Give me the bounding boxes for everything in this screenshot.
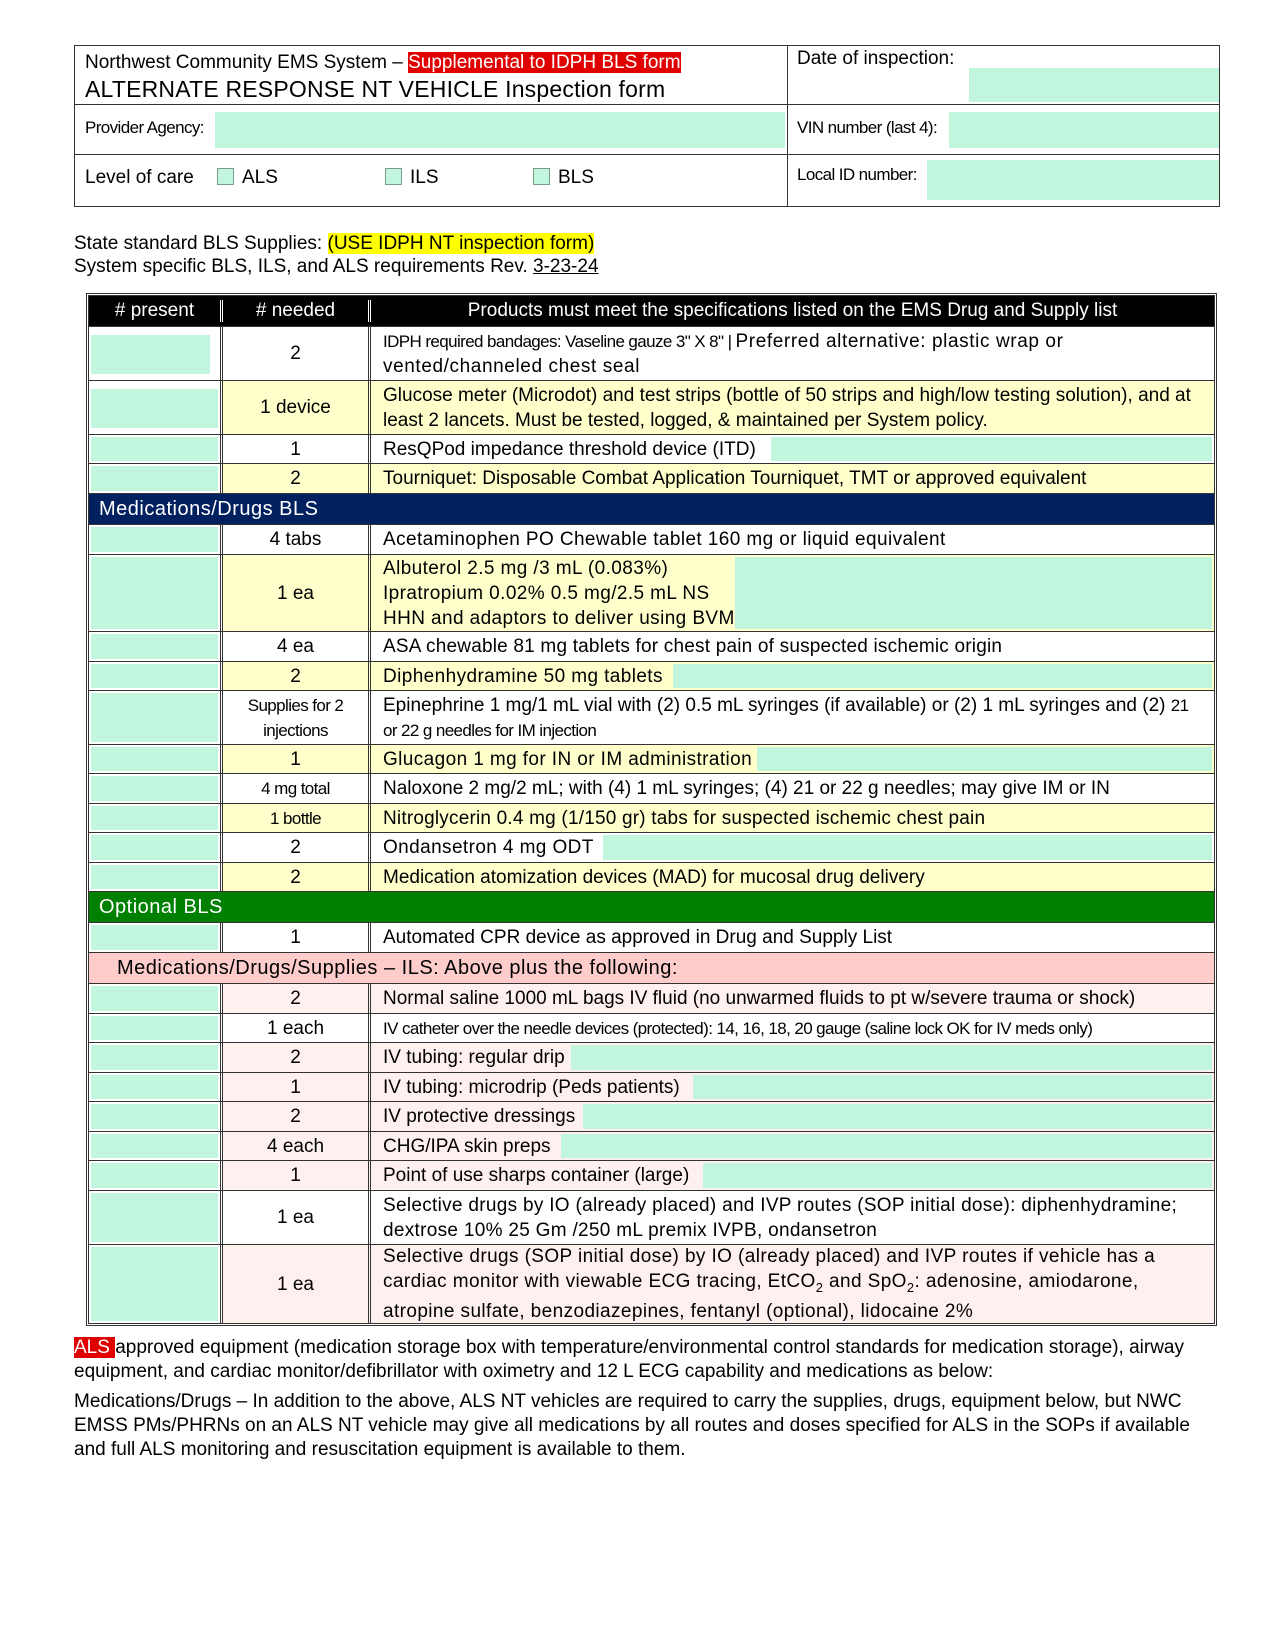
needed-cell: Supplies for 2 injections <box>223 691 371 744</box>
needed-cell: 1 <box>223 1161 371 1190</box>
product-text: Automated CPR device as approved in Drug and Supply List <box>383 927 893 948</box>
table-row <box>89 380 1214 434</box>
header-org <box>85 52 681 74</box>
checkbox[interactable] <box>385 168 402 185</box>
vin-label: VIN number (last 4): <box>797 118 938 137</box>
product-text: ASA chewable 81 mg tablets for chest pain of suspected ischemic origin <box>383 636 1003 657</box>
product-text: Glucose meter (Microdot) and test strips (bottle of 50 strips and high/low testing solution), and at least 2 lancets. Must be tested, logged, & maintained per System policy. <box>383 384 1191 431</box>
table-row <box>89 554 1214 631</box>
divider <box>787 46 788 206</box>
needed-cell: 1 <box>223 1073 371 1101</box>
present-field[interactable] <box>91 1075 218 1099</box>
present-field[interactable] <box>91 557 218 629</box>
checkbox[interactable] <box>217 168 234 185</box>
section-ils: Medications/Drugs/Supplies – ILS: Above plus the following: <box>89 952 1214 983</box>
level-option-ils[interactable] <box>385 167 439 189</box>
date-label: Date of inspection: <box>797 48 955 69</box>
table-row <box>89 744 1214 773</box>
product-cell <box>371 381 1214 434</box>
needed-cell: 2 <box>223 1102 371 1131</box>
product-text: Naloxone 2 mg/2 mL; with (4) 1 mL syringes; (4) 21 or 22 g needles; may give IM or IN <box>383 778 1110 799</box>
present-field[interactable] <box>91 389 218 428</box>
table-row <box>89 1131 1214 1160</box>
product-text <box>383 556 735 631</box>
product-cell <box>371 923 1214 952</box>
product-cell <box>371 435 1214 463</box>
product-text: Tourniquet: Disposable Combat Application Tourniquet, TMT or approved equivalent <box>383 468 1087 489</box>
present-field[interactable] <box>91 1104 218 1129</box>
product-text: Acetaminophen PO Chewable tablet 160 mg or liquid equivalent <box>383 529 946 550</box>
needed-cell: 4 tabs <box>223 525 371 554</box>
table-row <box>89 1190 1214 1244</box>
product-line: Albuterol 2.5 mg /3 mL (0.083%) <box>383 557 669 579</box>
supply-table <box>86 293 1217 1326</box>
table-row <box>89 524 1214 554</box>
product-cell <box>371 1132 1214 1160</box>
product-text: Ondansetron 4 mg ODT <box>383 837 594 858</box>
product-cell <box>371 774 1214 803</box>
product-cell <box>371 833 1214 862</box>
local-id-field[interactable] <box>927 160 1219 200</box>
product-cell <box>371 555 1214 631</box>
product-text: IV catheter over the needle devices (protected): 14, 16, 18, 20 gauge (saline lock OK for IV meds only) <box>383 1018 1093 1038</box>
needed-cell: 1 <box>223 435 371 463</box>
table-row <box>89 1244 1214 1323</box>
needed-cell: 1 <box>223 923 371 952</box>
present-field[interactable] <box>91 865 218 889</box>
present-field[interactable] <box>91 1163 218 1188</box>
checkbox[interactable] <box>533 168 550 185</box>
table-row <box>89 1101 1214 1131</box>
product-cell <box>371 984 1214 1013</box>
product-cell <box>371 1245 1214 1323</box>
level-option-label: ALS <box>242 167 278 188</box>
needed-cell: 1 ea <box>223 1191 371 1244</box>
meds-paragraph: Medications/Drugs – In addition to the above, ALS NT vehicles are required to carry the supplies, drugs, equipment below, but NWC EMSS PMs/PHRNs on an ALS NT vehicle may give all medications by all routes and doses specified for ALS in the SOPs if available and full ALS monitoring and resuscitation equipment is available to them. <box>74 1391 1190 1460</box>
needed-cell: 1 bottle <box>223 804 371 832</box>
product-text-part: Epinephrine 1 mg/1 mL vial with (2) 0.5 mL syringes (if available) or (2) 1 mL syringes and (2) <box>383 694 1171 716</box>
product-cell <box>371 1043 1214 1072</box>
present-field[interactable] <box>91 693 218 742</box>
present-field[interactable] <box>91 437 218 461</box>
local-id-label: Local ID number: <box>797 165 917 184</box>
product-text: Diphenhydramine 50 mg tablets <box>383 665 663 687</box>
product-cell <box>371 632 1214 661</box>
revision-date: 3-23-24 <box>533 256 599 277</box>
org-name: Northwest Community EMS System – <box>85 52 409 73</box>
present-field[interactable] <box>91 925 218 950</box>
needed-cell: 1 device <box>223 381 371 434</box>
present-field[interactable] <box>91 466 218 491</box>
header-table <box>74 45 1220 207</box>
section-bls: Medications/Drugs BLS <box>89 493 1214 524</box>
table-row <box>89 922 1214 952</box>
needed-cell: 4 mg total <box>223 774 371 803</box>
product-line: HHN and adaptors to deliver using BVM <box>383 607 735 629</box>
needed-cell: 2 <box>223 833 371 862</box>
product-text: CHG/IPA skin preps <box>383 1135 551 1157</box>
table-row <box>89 434 1214 463</box>
divider <box>75 104 1219 105</box>
table-row <box>89 690 1214 744</box>
needed-cell: 1 ea <box>223 1245 371 1323</box>
present-field[interactable] <box>91 527 218 552</box>
product-line: Ipratropium 0.02% 0.5 mg/2.5 mL NS <box>383 582 710 604</box>
needed-cell: 2 <box>223 1043 371 1072</box>
table-row <box>89 1042 1214 1072</box>
product-text: Nitroglycerin 0.4 mg (1/150 gr) tabs for suspected ischemic chest pain <box>383 807 986 829</box>
product-text: Glucagon 1 mg for IN or IM administration <box>383 748 753 770</box>
product-cell <box>371 691 1214 744</box>
needed-cell: 1 <box>223 745 371 773</box>
intro-system <box>74 255 599 279</box>
needed-cell: 4 ea <box>223 632 371 661</box>
product-text: Medication atomization devices (MAD) for mucosal drug delivery <box>383 866 925 888</box>
product-text: IV tubing: microdrip (Peds patients) <box>383 1076 680 1098</box>
section-optional: Optional BLS <box>89 891 1214 922</box>
als-text: approved equipment (medication storage box with temperature/environmental control standards for medication storage), airway equipment, and cardiac monitor/defibrillator with oximetry and 12 L ECG capability and medications as below: <box>74 1337 1184 1382</box>
table-row <box>89 803 1214 832</box>
table-row <box>89 463 1214 493</box>
needed-cell: 2 <box>223 464 371 493</box>
product-text: ResQPod impedance threshold device (ITD) <box>383 438 756 460</box>
col-needed-header: # needed <box>223 300 371 322</box>
product-cell <box>371 745 1214 773</box>
present-field[interactable] <box>91 806 218 830</box>
product-cell <box>371 464 1214 493</box>
present-field[interactable] <box>91 634 218 659</box>
col-products-header: Products must meet the specifications listed on the EMS Drug and Supply list <box>467 300 1118 321</box>
present-field[interactable] <box>91 747 218 771</box>
form-title: ALTERNATE RESPONSE NT VEHICLE Inspection form <box>85 76 666 102</box>
intro-state <box>74 232 594 256</box>
product-cell <box>371 1014 1214 1042</box>
table-row <box>89 983 1214 1013</box>
needed-cell: 2 <box>223 327 371 380</box>
divider <box>75 154 1219 155</box>
table-row <box>89 773 1214 803</box>
product-text: Preferred alternative: plastic wrap or vented/channeled chest seal <box>383 330 1064 377</box>
level-option-label: BLS <box>558 167 594 188</box>
als-paragraph <box>74 1336 1224 1384</box>
subscript: 2 <box>906 1279 915 1295</box>
subscript: 2 <box>815 1279 824 1295</box>
col-present-header: # present <box>89 300 223 322</box>
present-field[interactable] <box>91 835 218 860</box>
table-row <box>89 1160 1214 1190</box>
needed-cell: 1 ea <box>223 555 371 631</box>
present-field[interactable] <box>91 1016 218 1040</box>
needed-cell: 2 <box>223 984 371 1013</box>
product-text <box>383 693 1204 743</box>
table-row <box>89 661 1214 690</box>
present-field[interactable] <box>91 1193 218 1242</box>
level-option-bls[interactable] <box>533 167 594 189</box>
product-text: IDPH required bandages: Vaseline gauze 3" X 8" | <box>383 331 736 351</box>
present-field[interactable] <box>91 1045 218 1070</box>
present-field[interactable] <box>91 776 218 801</box>
product-text-part: : adenosine, amiodarone, atropine sulfate, benzodiazepines, fentanyl (optional), lidocaine 2% <box>383 1270 1139 1323</box>
product-text-part: 21 or 22 g needles for IM injection <box>383 695 1189 740</box>
table-row <box>89 862 1214 891</box>
level-label: Level of care <box>85 167 194 188</box>
table-row <box>89 832 1214 862</box>
needed-cell: 2 <box>223 863 371 891</box>
product-text-part: and SpO <box>823 1270 907 1292</box>
needed-cell: 4 each <box>223 1132 371 1160</box>
product-text: IV tubing: regular drip <box>383 1047 565 1068</box>
product-cell <box>371 662 1214 690</box>
product-text-part: Selective drugs (SOP initial dose) by IO (already placed) and IVP routes if vehicle has a cardiac monitor with viewable ECG tracing, EtCO <box>383 1245 1156 1292</box>
product-cell <box>371 1161 1214 1190</box>
product-cell <box>371 863 1214 891</box>
table-row <box>89 1072 1214 1101</box>
product-text: IV protective dressings <box>383 1106 576 1127</box>
intro-state-text: State standard BLS Supplies: <box>74 233 328 254</box>
needed-cell: 2 <box>223 662 371 690</box>
level-option-label: ILS <box>410 167 439 188</box>
product-text: Selective drugs by IO (already placed) and IVP routes (SOP initial dose): diphenhydramine; dextrose 10% 25 Gm /250 mL premix IVPB, ondansetron <box>383 1194 1178 1241</box>
product-text <box>383 1245 1204 1323</box>
table-row <box>89 1013 1214 1042</box>
present-field[interactable] <box>91 1134 218 1158</box>
intro-system-text: System specific BLS, ILS, and ALS requirements Rev. <box>74 256 534 277</box>
needed-cell: 1 each <box>223 1014 371 1042</box>
product-cell <box>371 525 1214 554</box>
vin-field[interactable] <box>949 112 1219 148</box>
supplemental-badge: Supplemental to IDPH BLS form <box>408 52 681 73</box>
present-field[interactable] <box>91 986 218 1011</box>
provider-label: Provider Agency: <box>85 118 204 137</box>
present-field[interactable] <box>91 335 210 374</box>
present-field[interactable] <box>91 664 218 688</box>
table-row <box>89 631 1214 661</box>
intro-state-highlight: (USE IDPH NT inspection form) <box>327 233 595 254</box>
product-cell <box>371 327 1214 380</box>
product-text: Point of use sharps container (large) <box>383 1165 690 1186</box>
table-row <box>89 326 1214 380</box>
present-field[interactable] <box>91 1247 218 1321</box>
provider-field[interactable] <box>215 112 785 148</box>
product-cell <box>371 1073 1214 1101</box>
date-field[interactable] <box>969 68 1219 102</box>
product-cell <box>371 1102 1214 1131</box>
als-tag: ALS <box>74 1337 116 1358</box>
product-cell <box>371 804 1214 832</box>
product-text: Normal saline 1000 mL bags IV fluid (no unwarmed fluids to pt w/severe trauma or shock) <box>383 988 1136 1009</box>
table-header <box>89 296 1214 326</box>
level-option-als[interactable] <box>217 167 278 189</box>
product-cell <box>371 1191 1214 1244</box>
